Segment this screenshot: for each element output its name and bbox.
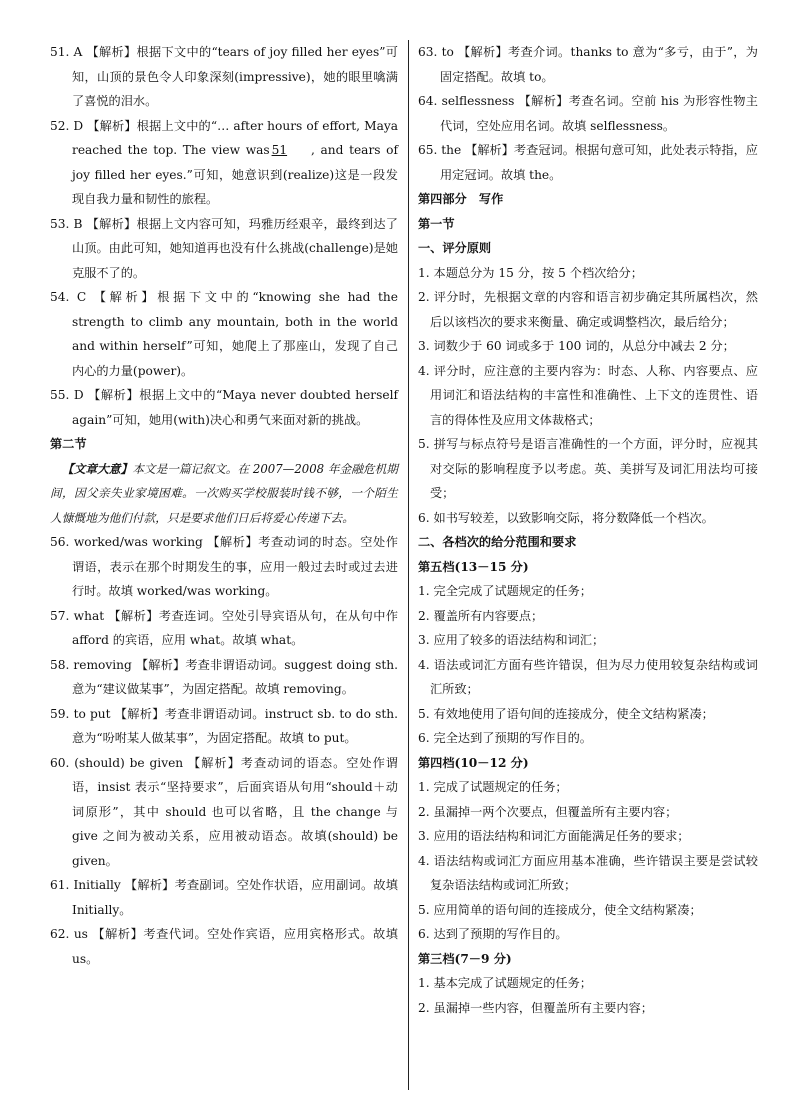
answer-item: 61. Initially 【解析】考查副词。空处作状语，应用副词。故填 Initially。: [50, 878, 398, 917]
answer-item: [50, 114, 398, 212]
answer-text-before: 52. D 【解析】根据上文中的“… after hours of effort, Maya reached the top. The view was: [50, 118, 398, 157]
rubric-item: 6. 完全达到了预期的写作目的。: [418, 731, 592, 745]
section-heading: 第四档(10－12 分): [418, 755, 529, 770]
section-heading: 第三档(7－9 分): [418, 951, 512, 966]
rubric-item: 6. 达到了预期的写作目的。: [418, 927, 568, 941]
rubric-item: 6. 如书写较差，以致影响交际，将分数降低一个档次。: [418, 510, 714, 525]
answer-item: 55. D 【解析】根据上文中的“Maya never doubted herself again”可知，她用(with)决心和勇气来面对新的挑战。: [50, 388, 398, 427]
rubric-item: 3. 应用了较多的语法结构和词汇；: [418, 633, 605, 647]
section-heading: 第四部分 写作: [418, 192, 504, 206]
rubric-item: 2. 虽漏掉一两个次要点，但覆盖所有主要内容；: [418, 804, 678, 819]
blank-number: 51: [271, 143, 288, 157]
answer-item: 63. to 【解析】考查介词。thanks to 意为“多亏，由于”，为固定搭配。故填 to。: [418, 45, 758, 84]
section-heading: 第五档(13－15 分): [418, 559, 529, 574]
answer-item: 56. worked/was working 【解析】考查动词的时态。空处作谓语，表示在那个时期发生的事，应用一般过去时或过去进行时。故填 worked/was working。: [50, 535, 398, 598]
rubric-item: 1. 基本完成了试题规定的任务；: [418, 976, 592, 990]
section-heading: 第一节: [418, 216, 455, 231]
rubric-item: 3. 应用的语法结构和词汇方面能满足任务的要求；: [418, 829, 690, 843]
answer-item: 58. removing 【解析】考查非谓语动词。suggest doing sth.意为“建议做某事”，为固定搭配。故填 removing。: [50, 657, 398, 696]
right-column: [418, 40, 758, 1020]
rubric-item: 2. 虽漏掉一些内容，但覆盖所有主要内容；: [418, 1000, 653, 1015]
answer-item: 64. selflessness 【解析】考查名词。空前 his 为形容性物主代词，空处应用名词。故填 selflessness。: [418, 94, 758, 133]
answer-item: 60. (should) be given 【解析】考查动词的语态。空处作谓语，insist 表示“坚持要求”，后面宾语从句用“should＋动词原形”，其中 should 也可以省略，且 the change 与 give 之间为被动关系，应用被动语态。故填(should) be given。: [50, 755, 398, 868]
answer-item: 54. C 【解析】根据下文中的“knowing she had the strength to climb any mountain, both in the world and within herself”可知，她爬上了那座山，发现了自己内心的力量(power)。: [50, 290, 398, 378]
answer-item: 62. us 【解析】考查代词。空处作宾语，应用宾格形式。故填 us。: [50, 927, 398, 966]
article-summary: [50, 457, 398, 531]
left-column: [50, 40, 398, 971]
rubric-item: 4. 语法或词汇方面有些许错误，但为尽力使用较复杂结构或词汇所致；: [418, 657, 758, 696]
answer-item: 65. the 【解析】考查冠词。根据句意可知，此处表示特指，应用定冠词。故填 the。: [418, 143, 758, 182]
rubric-item: 4. 语法结构或词汇方面应用基本准确，些许错误主要是尝试较复杂语法结构或词汇所致；: [418, 853, 758, 892]
rubric-item: 5. 拼写与标点符号是语言准确性的一个方面，评分时，应视其对交际的影响程度予以考虑。英、美拼写及词汇用法均可接受；: [418, 437, 758, 500]
rubric-item: 5. 有效地使用了语句间的连接成分，使全文结构紧凑；: [418, 706, 714, 721]
answer-item: 57. what 【解析】考查连词。空处引导宾语从句，在从句中作 afford 的宾语，应用 what。故填 what。: [50, 608, 398, 647]
rubric-item: 1. 完全完成了试题规定的任务；: [418, 584, 592, 598]
summary-label: 【文章大意】: [62, 461, 133, 476]
section-heading: 一、评分原则: [418, 241, 492, 255]
rubric-item: 1. 完成了试题规定的任务；: [418, 780, 568, 794]
rubric-item: 4. 评分时，应注意的主要内容为：时态、人称、内容要点、应用词汇和语法结构的丰富性和准确性、上下文的连贯性、语言的得体性及应用文体裁格式；: [418, 363, 758, 427]
column-divider: [408, 40, 409, 1090]
section-heading: 二、各档次的给分范围和要求: [418, 535, 577, 549]
answer-text-after: , and tears of joy filled her eyes.”可知，她意识到(realize)这是一段发现自我力量和韧性的旅程。: [72, 143, 399, 206]
section-heading: 第二节: [50, 437, 87, 451]
rubric-item: 2. 覆盖所有内容要点；: [418, 608, 544, 623]
rubric-item: 3. 词数少于 60 词或多于 100 词的，从总分中减去 2 分；: [418, 339, 735, 353]
rubric-item: 5. 应用简单的语句间的连接成分，使全文结构紧凑；: [418, 902, 702, 917]
answer-item: 51. A 【解析】根据下文中的“tears of joy filled her eyes”可知，山顶的景色令人印象深刻(impressive)，她的眼里噙满了喜悦的泪水。: [50, 45, 398, 108]
answer-item: 59. to put 【解析】考查非谓语动词。instruct sb. to do sth.意为“吩咐某人做某事”，为固定搭配。故填 to put。: [50, 706, 398, 745]
answer-item: 53. B 【解析】根据上文内容可知，玛雅历经艰辛，最终到达了山顶。由此可知，她知道再也没有什么挑战(challenge)是她克服不了的。: [50, 216, 398, 280]
rubric-item: 2. 评分时，先根据文章的内容和语言初步确定其所属档次，然后以该档次的要求来衡量、确定或调整档次，最后给分；: [418, 290, 758, 329]
summary-text: 本文是一篇记叙文。在 2007—2008 年金融危机期间，因父亲失业家境困难。一次购买学校服装时钱不够，一个陌生人慷慨地为他们付款，只是要求他们日后将爱心传递下去。: [50, 461, 398, 525]
rubric-item: 1. 本题总分为 15 分，按 5 个档次给分；: [418, 265, 643, 280]
